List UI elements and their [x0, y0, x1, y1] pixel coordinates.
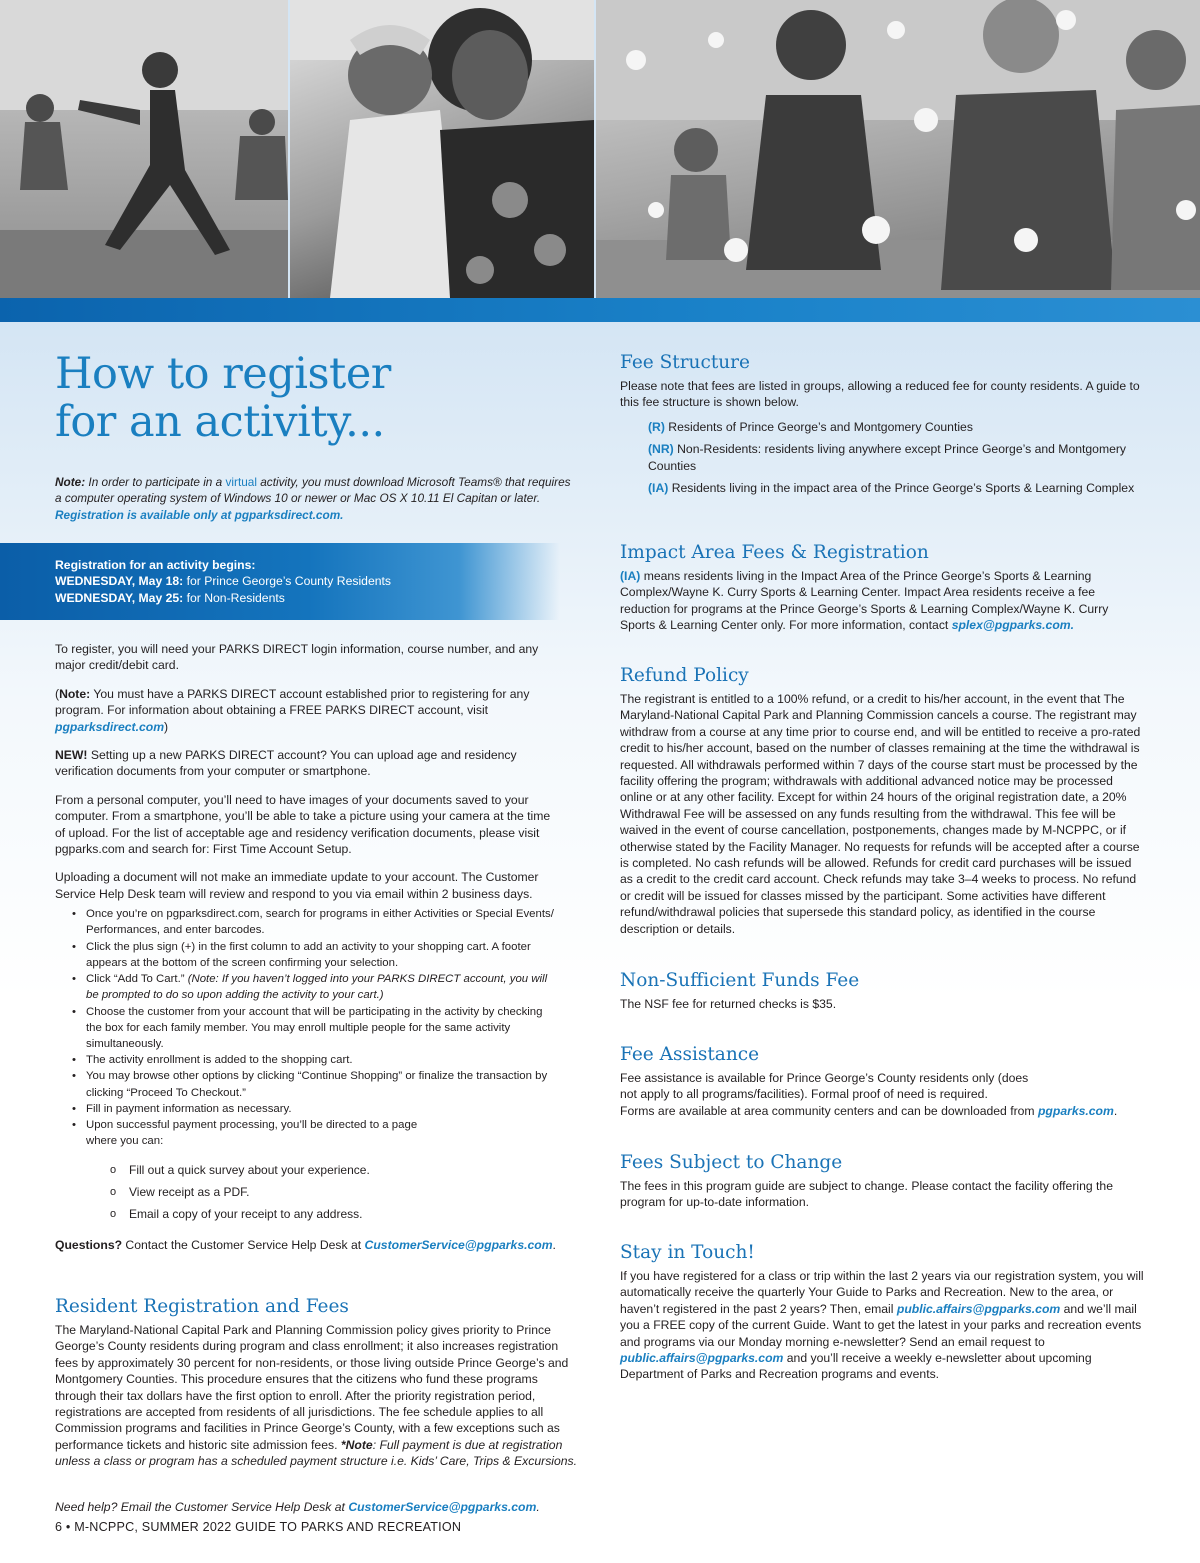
- fee-group-item: [648, 419, 1145, 435]
- resident-note-label: *Note: [340, 1437, 373, 1452]
- fee-assistance-line-1: Fee assistance is available for Prince George’s County residents only (does: [620, 1071, 1029, 1085]
- resident-date: WEDNESDAY, May 18:: [55, 574, 184, 589]
- pgparksdirect-link[interactable]: pgparksdirect.com: [55, 719, 165, 734]
- account-note-text: You must have a PARKS DIRECT account established prior to registering for any program. For information about obtaining a FREE PARKS DIRECT account, visit: [55, 686, 530, 718]
- page-footer: 6 • M-NCPPC, SUMMER 2022 GUIDE TO PARKS AND RECREATION: [55, 1520, 462, 1534]
- step-item: • Fill in payment information as necessary.: [72, 1101, 560, 1117]
- note-text-1: In order to participate in a: [85, 475, 226, 489]
- page-title-line-2: for an activity...: [55, 397, 385, 447]
- questions-label: Questions?: [55, 1238, 123, 1253]
- step-item: • Once you’re on pgparksdirect.com, search for programs in either Activities or Special Events/ Performances, and enter barcodes.: [72, 906, 560, 938]
- help-end: .: [536, 1500, 540, 1514]
- touch-text-1: If you have registered for a class or trip within the last 2 years via our registration system, you will automatically receive the quarterly Your Guide to Parks and Recreation. New to the area, or haven’t registered in the past 2 years? Then, email: [620, 1269, 1144, 1316]
- nsf-heading: Non-Sufficient Funds Fee: [620, 970, 860, 991]
- fee-code: (NR): [648, 442, 674, 457]
- nsf-body: The NSF fee for returned checks is $35.: [620, 997, 837, 1011]
- intro-paragraph-3: [55, 747, 560, 780]
- post-payment-options-list: [110, 1159, 560, 1225]
- questions-text: Contact the Customer Service Help Desk at: [122, 1238, 365, 1253]
- paren-open: (: [55, 686, 60, 701]
- account-note-label: Note:: [59, 686, 91, 701]
- fee-groups-list: [648, 419, 1145, 497]
- nonresident-date: WEDNESDAY, May 25:: [55, 590, 184, 605]
- fee-code: (R): [648, 419, 665, 434]
- public-affairs-email-link[interactable]: public.affairs@pgparks.com: [896, 1301, 1061, 1316]
- resident-note-text: : Full payment is due at registration unless a class or program has a scheduled payment structure i.e. Kids’ Care, Trips & Excursions.: [55, 1437, 578, 1469]
- header-color-band: [0, 298, 1200, 322]
- fee-code-text: Residents of Prince George’s and Montgomery Counties: [664, 419, 973, 434]
- nonresident-registration-date: [55, 590, 560, 606]
- paren-close: ): [164, 719, 169, 734]
- fee-assistance-heading: Fee Assistance: [620, 1044, 760, 1065]
- sub-step-item: o Email a copy of your receipt to any address.: [110, 1203, 560, 1225]
- sub-step-item: o View receipt as a PDF.: [110, 1181, 560, 1203]
- resident-body-text: The Maryland-National Capital Park and Planning Commission policy gives priority to Prince George’s County residents during program and class enrollment; it also increases registration fees by approximately 30 percent for non-residents, or those living outside Prince George’s and Montgomery Counties. This procedure ensures that the citizens who fund these programs through their tax dollars have the first option to enroll. After the priority registration period, registrations are accepted from residents of all jurisdictions. The fee schedule applies to all Commission programs and facilities in Prince George’s County, with a few exceptions such as performance tickets and historic site admission fees.: [55, 1323, 569, 1452]
- resident-registration-section: [55, 1296, 580, 1470]
- nsf-section: [620, 970, 1145, 1012]
- fees-subject-section: [620, 1152, 1145, 1211]
- impact-code: (IA): [620, 569, 641, 583]
- impact-text: means residents living in the Impact Area of the Prince George’s Sports & Learning Complex/Wayne K. Curry Sports & Learning Center. Impact Area residents receive a fee reduction for programs at the Prince George’s Sports & Learning Complex/Wayne K. Curry Sports & Learning Center only. For more information, contact: [620, 569, 1109, 633]
- fee-group-item: [648, 441, 1145, 474]
- fee-structure-heading: Fee Structure: [620, 352, 750, 373]
- new-label: NEW!: [55, 748, 88, 763]
- fee-assistance-section: [620, 1044, 1145, 1119]
- stay-in-touch-body: [620, 1268, 1145, 1383]
- registration-dates-banner: [0, 543, 560, 620]
- header-photo-strip: [0, 0, 1200, 298]
- fees-subject-body: The fees in this program guide are subject to change. Please contact the facility offering the program for up-to-date information.: [620, 1179, 1113, 1210]
- fee-assistance-text: Forms are available at area community centers and can be downloaded from: [620, 1103, 1038, 1118]
- virtual-activity-note: [55, 474, 575, 523]
- step-item: • Choose the customer from your account that will be participating in the activity by checking the box for each family member. You may enroll multiple people for the same activity simultaneously.: [72, 1004, 560, 1053]
- fee-assistance-line-2: not apply to all programs/facilities). Formal proof of need is required.: [620, 1087, 988, 1102]
- touch-text-2: and we’ll mail you a FREE copy of the current Guide. Want to get the latest in your parks and recreation events and programs via our Monday morning e-newsletter? Send an email request to: [620, 1301, 1142, 1349]
- questions-end: .: [552, 1238, 556, 1253]
- touch-text-3: and you’ll receive a weekly e-newsletter about upcoming Department of Parks and Recreation programs and events.: [620, 1351, 1092, 1382]
- fee-assistance-line-3: [620, 1103, 1145, 1119]
- fee-assistance-end: .: [1113, 1103, 1118, 1118]
- help-text: Need help? Email the Customer Service Help Desk at: [55, 1500, 349, 1514]
- impact-area-body: [620, 568, 1145, 634]
- registration-begins-heading: Registration for an activity begins:: [55, 558, 256, 572]
- questions-line: [55, 1237, 560, 1253]
- sub-step-item: o Fill out a quick survey about your experience.: [110, 1159, 560, 1181]
- step-item: • Click the plus sign (+) in the first column to add an activity to your shopping cart. A footer appears at the bottom of the screen confirming your selection.: [72, 939, 560, 971]
- page-title-line-1: How to register: [55, 349, 391, 399]
- refund-policy-section: [620, 665, 1145, 937]
- note-text-2: activity, you must download Microsoft Teams® that requires a computer operating system of Windows 10 or newer or Mac OS X 10.11 El Capitan or later.: [55, 475, 571, 506]
- fee-code-text: Residents living in the impact area of the Prince George’s Sports & Learning Complex: [668, 481, 1135, 496]
- registration-instructions: [55, 641, 560, 1266]
- step-item: [72, 971, 560, 1003]
- splex-email-link[interactable]: splex@pgparks.com.: [951, 618, 1074, 633]
- page-title: [55, 350, 575, 446]
- resident-registration-body: [55, 1322, 580, 1470]
- fees-subject-heading: Fees Subject to Change: [620, 1152, 843, 1173]
- registration-steps-list: [72, 906, 560, 1149]
- note-label: Note:: [55, 475, 86, 489]
- stay-in-touch-heading: Stay in Touch!: [620, 1242, 755, 1263]
- customer-service-email-link[interactable]: CustomerService@pgparks.com: [364, 1238, 553, 1253]
- pgparks-link[interactable]: pgparks.com: [1037, 1103, 1114, 1118]
- fee-structure-intro: Please note that fees are listed in groups, allowing a reduced fee for county residents. A guide to this fee structure is shown below.: [620, 379, 1140, 410]
- photo-kids-foam-party: [596, 0, 1200, 298]
- step-item: • You may browse other options by clicking “Continue Shopping” or finalize the transaction by clicking “Proceed To Checkout.”: [72, 1068, 560, 1100]
- intro-paragraph-2: [55, 686, 560, 735]
- virtual-link[interactable]: virtual: [225, 475, 257, 489]
- refund-policy-body: The registrant is entitled to a 100% refund, or a credit to his/her account, in the event that The Maryland-National Capital Park and Planning Commission cancels a course. The registrant may withdraw from a course at any time prior to course end, and will be entitled to receive a pro-rated credit to his/her account, based on the number of classes remaining at the time the withdrawal is requested. All withdrawals performed within 7 days of the course start must be processed by the facility offering the program; withdrawals with additional advanced notice may be processed online or at any other facility. Except for within 24 hours of the original registration date, a 20% Withdrawal Fee will be assessed on any funds resulting from the withdrawal. This fee will be waived in the event of course cancellation, postponements, changes made by M-NCPPC, or if otherwise stated by the Facility Manager. No requests for refunds will be accepted after a course is completed. No cash refunds will be allowed. Refunds for credit card purchases will be issued as a credit to the credit card account. Check refunds may take 3–4 weeks to process. No refund or credit will be issued for classes missed by the participant. Some activities have different refund/withdrawal policies that supersede this standard policy, as identified in the course description or details.: [620, 692, 1141, 936]
- impact-area-heading: Impact Area Fees & Registration: [620, 542, 929, 563]
- help-email-link[interactable]: CustomerService@pgparks.com: [348, 1500, 537, 1514]
- nonresident-date-text: for Non-Residents: [183, 590, 285, 605]
- impact-area-section: [620, 542, 1145, 634]
- photo-fitness-class: [0, 0, 288, 298]
- intro-paragraph-4: From a personal computer, you’ll need to have images of your documents saved to your computer. From a smartphone, you’ll be able to take a picture using your camera at the time of upload. For the list of acceptable age and residency verification documents, please visit pgparks.com and search for: First Time Account Setup.: [55, 792, 551, 857]
- stay-in-touch-section: [620, 1242, 1145, 1383]
- resident-date-text: for Prince George’s County Residents: [183, 574, 391, 589]
- fee-structure-section: [620, 352, 1145, 502]
- public-affairs-email-link-2[interactable]: public.affairs@pgparks.com: [620, 1351, 784, 1366]
- photo-mother-and-child: [290, 0, 594, 298]
- resident-registration-date: [55, 573, 560, 589]
- registration-link[interactable]: Registration is available only at pgparksdirect.com.: [55, 507, 344, 522]
- help-line: [55, 1500, 575, 1514]
- step-item: • The activity enrollment is added to the shopping cart.: [72, 1052, 560, 1068]
- refund-policy-heading: Refund Policy: [620, 665, 749, 686]
- step-3-note: (Note: If you haven’t logged into your PARKS DIRECT account, you will be prompted to do so upon adding the activity to your cart.): [86, 973, 548, 1002]
- step-3-text: Click “Add To Cart.”: [86, 973, 188, 986]
- intro-paragraph-1: To register, you will need your PARKS DIRECT login information, course number, and any major credit/debit card.: [55, 642, 539, 673]
- fee-code: (IA): [648, 481, 669, 496]
- step-item: • Upon successful payment processing, you’ll be directed to a page where you can:: [72, 1117, 560, 1149]
- fee-code-text: Non-Residents: residents living anywhere except Prince George’s and Montgomery Counties: [648, 442, 1127, 473]
- new-text: Setting up a new PARKS DIRECT account? You can upload age and residency verification documents from your computer or smartphone.: [55, 748, 517, 779]
- resident-registration-heading: Resident Registration and Fees: [55, 1296, 349, 1317]
- intro-paragraph-5: Uploading a document will not make an immediate update to your account. The Customer Service Help Desk team will review and respond to you via email within 2 business days.: [55, 870, 539, 901]
- fee-group-item: [648, 480, 1145, 496]
